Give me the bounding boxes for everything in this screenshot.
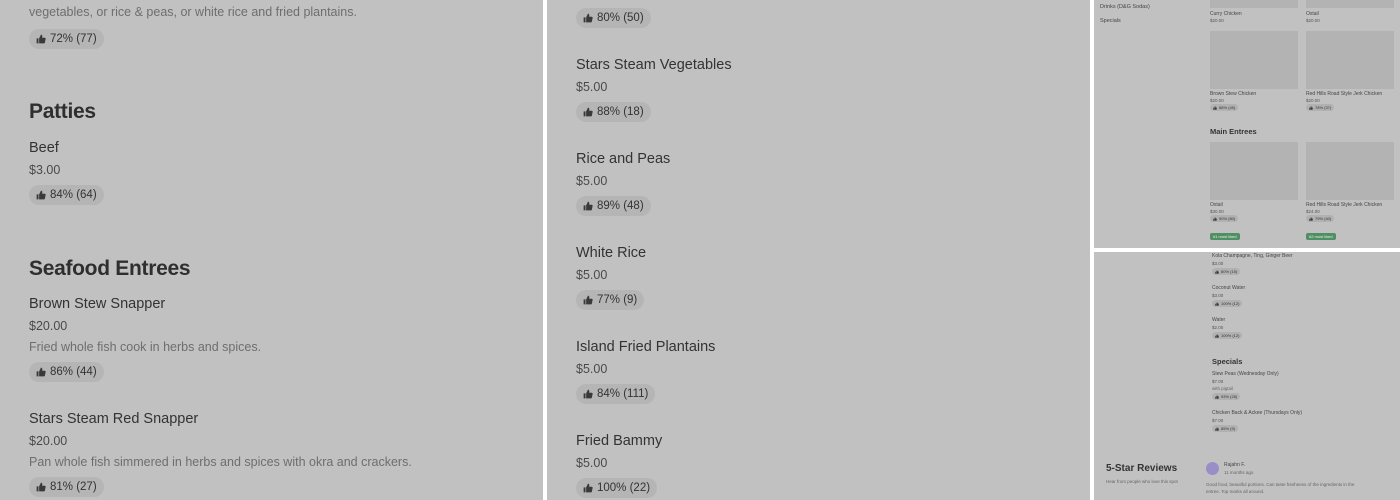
thumbs-up-icon [583, 295, 593, 305]
menu-item-name[interactable]: Oxtail [1210, 202, 1223, 208]
thumbs-up-icon [36, 482, 46, 492]
menu-item-name[interactable]: Stew Peas (Wednesday Only) [1212, 371, 1279, 377]
section-heading-patties: Patties [29, 100, 96, 123]
thumbs-up-icon [1213, 106, 1217, 110]
menu-panel-middle [547, 0, 1090, 500]
menu-item-price: $3.00 [1212, 293, 1224, 298]
item-image[interactable] [1210, 0, 1298, 8]
menu-item-price: $5.00 [576, 80, 608, 94]
thumbs-up-icon [36, 367, 46, 377]
item-image[interactable] [1210, 31, 1298, 89]
thumbs-up-icon [583, 107, 593, 117]
sidebar-item-drinks[interactable]: Drinks (D&G Sodas) [1100, 4, 1150, 10]
review-text-line: entree. Top marks all around. [1206, 489, 1265, 494]
menu-item-name[interactable]: Coconut Water [1212, 285, 1246, 291]
thumbs-up-icon [583, 13, 593, 23]
rating-badge[interactable]: 81% (27) [29, 477, 104, 497]
rating-badge[interactable]: 90% (80) [1210, 215, 1238, 222]
reviewer-name[interactable]: Rajahn F. [1224, 462, 1246, 468]
section-heading-main-entrees: Main Entrees [1210, 127, 1257, 136]
menu-item-price: $2.00 [1212, 325, 1224, 330]
menu-item-name[interactable]: Chicken Back & Ackee (Thursdays Only) [1212, 410, 1303, 416]
menu-item-price: $20.00 [29, 434, 68, 448]
rating-badge[interactable]: 72% (77) [29, 29, 104, 49]
rating-badge[interactable]: 88% (45) [1210, 104, 1238, 111]
thumbs-up-icon [36, 34, 46, 44]
menu-item-name[interactable]: Fried Bammy [576, 433, 663, 449]
most-liked-badge: #2 most liked [1306, 233, 1336, 240]
avatar [1206, 462, 1219, 475]
item-image[interactable] [1306, 31, 1394, 89]
thumbs-up-icon [1213, 217, 1217, 221]
thumbs-up-icon [1309, 217, 1313, 221]
menu-grid-thumbnail [1094, 0, 1400, 248]
menu-item-price: $20.00 [1210, 98, 1224, 103]
rating-badge[interactable]: 77% (9) [576, 290, 644, 310]
menu-item-price: $24.00 [1306, 209, 1320, 214]
menu-item-name[interactable]: Kola Champagne, Ting, Ginger Beer [1212, 253, 1293, 259]
thumbs-up-icon [583, 389, 593, 399]
thumbs-up-icon [36, 190, 46, 200]
rating-badge[interactable]: 86% (44) [29, 362, 104, 382]
menu-item-price: $7.00 [1212, 379, 1224, 384]
item-description: with pigtail [1212, 386, 1234, 391]
menu-item-name[interactable]: Water [1212, 317, 1226, 323]
thumbs-up-icon [1215, 302, 1219, 306]
item-description: Pan whole fish simmered in herbs and spices with okra and crackers. [29, 455, 412, 469]
menu-item-price: $7.00 [1212, 418, 1224, 423]
rating-badge[interactable]: 84% (64) [29, 185, 104, 205]
review-text-line: Good food, beautiful portions. Can taste freshness of the ingredients in the [1206, 482, 1355, 487]
thumbs-up-icon [1215, 334, 1219, 338]
section-heading-seafood: Seafood Entrees [29, 257, 191, 280]
reviews-subheading: Hear from people who love this spot [1106, 479, 1178, 484]
rating-badge[interactable]: 93% (28) [1212, 393, 1240, 400]
menu-item-price: $20.00 [29, 319, 68, 333]
menu-item-name[interactable]: Red Hills Road Style Jerk Chicken [1306, 91, 1383, 97]
menu-item-price: $5.00 [576, 456, 608, 470]
rating-badge[interactable]: 85% (9) [1212, 425, 1238, 432]
rating-badge[interactable]: 84% (111) [576, 384, 655, 404]
section-heading-specials: Specials [1212, 357, 1243, 366]
rating-badge[interactable]: 80% (50) [576, 8, 651, 28]
rating-badge[interactable]: 80% (15) [1212, 268, 1240, 275]
menu-item-price: $3.00 [1212, 261, 1224, 266]
menu-item-price: $20.00 [1306, 18, 1320, 23]
menu-item-name[interactable]: White Rice [576, 245, 647, 261]
menu-item-price: $5.00 [576, 268, 608, 282]
menu-item-name[interactable]: Rice and Peas [576, 151, 671, 167]
thumbs-up-icon [1309, 106, 1313, 110]
menu-item-price: $3.00 [29, 163, 61, 177]
menu-item-price: $30.00 [1210, 209, 1224, 214]
rating-badge[interactable]: 100% (12) [1212, 332, 1242, 339]
thumbs-up-icon [583, 201, 593, 211]
menu-item-price: $20.00 [1210, 18, 1224, 23]
menu-item-name[interactable]: Red Hills Road Style Jerk Chicken [1306, 202, 1383, 208]
menu-panel-left [0, 0, 543, 500]
rating-badge[interactable]: 88% (18) [576, 102, 651, 122]
thumbs-up-icon [1215, 427, 1219, 431]
menu-item-name[interactable]: Island Fried Plantains [576, 339, 716, 355]
sidebar-item-specials[interactable]: Specials [1100, 18, 1121, 24]
rating-badge[interactable]: 100% (22) [576, 478, 657, 498]
item-image[interactable] [1210, 142, 1298, 200]
reviews-heading: 5-Star Reviews [1106, 463, 1178, 474]
menu-item-price: $5.00 [576, 174, 608, 188]
item-image[interactable] [1306, 142, 1394, 200]
item-description: vegetables, or rice & peas, or white rice and fried plantains. [29, 5, 357, 19]
thumbs-up-icon [583, 483, 593, 493]
menu-item-price: $5.00 [576, 362, 608, 376]
thumbs-up-icon [1215, 270, 1219, 274]
rating-badge[interactable]: 100% (12) [1212, 300, 1242, 307]
most-liked-badge: #1 most liked [1210, 233, 1240, 240]
menu-list-thumbnail [1094, 252, 1400, 500]
menu-item-name[interactable]: Curry Chicken [1210, 11, 1242, 17]
thumbs-up-icon [1215, 395, 1219, 399]
rating-badge[interactable]: 79% (40) [1306, 215, 1334, 222]
menu-item-name[interactable]: Beef [29, 140, 59, 156]
item-description: Fried whole fish cook in herbs and spices. [29, 340, 262, 354]
menu-item-name[interactable]: Brown Stew Chicken [1210, 91, 1257, 97]
menu-item-name[interactable]: Oxtail [1306, 11, 1319, 17]
menu-item-name[interactable]: Stars Steam Red Snapper [29, 411, 199, 427]
menu-item-name[interactable]: Stars Steam Vegetables [576, 57, 732, 73]
rating-badge[interactable]: 89% (48) [576, 196, 651, 216]
item-image[interactable] [1306, 0, 1394, 8]
menu-item-price: $20.00 [1306, 98, 1320, 103]
menu-item-name[interactable]: Brown Stew Snapper [29, 296, 166, 312]
rating-badge[interactable]: 78% (37) [1306, 104, 1334, 111]
review-date: 11 months ago [1224, 470, 1254, 475]
